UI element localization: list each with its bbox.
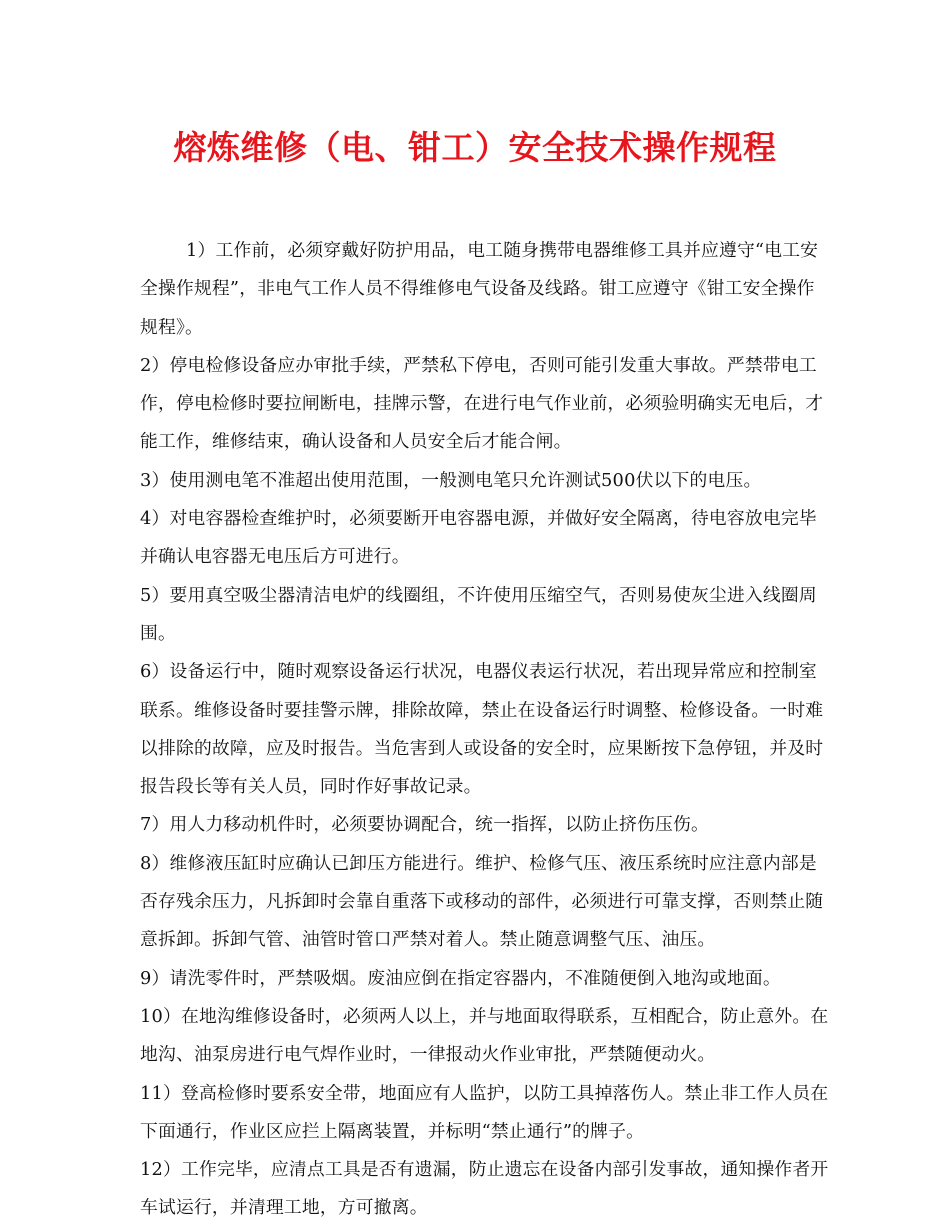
paragraph-5: 5）要用真空吸尘器清洁电炉的线圈组，不许使用压缩空气，否则易使灰尘进入线圈周围。 (140, 584, 817, 644)
paragraph-10: 10）在地沟维修设备时，必须两人以上，并与地面取得联系，互相配合，防止意外。在地沟、油泵房进行电气焊作业时，一律报动火作业审批，严禁随便动火。 (140, 1005, 829, 1066)
paragraph-8: 8）维修液压缸时应确认已卸压方能进行。维护、检修气压、液压系统时应注意内部是否存残余压力，凡拆卸时会靠自重落下或移动的部件，必须进行可靠支撑，否则禁止随意拆卸。拆卸气管、油管时管口严禁对着人。禁止随意调整气压、油压。 (140, 852, 824, 951)
paragraph-4: 4）对电容器检查维护时，必须要断开电容器电源，并做好安全隔离，待电容放电完毕并确认电容器无电压后方可进行。 (140, 508, 817, 568)
paragraph-3: 3）使用测电笔不准超出使用范围，一般测电笔只允许测试500伏以下的电压。 (140, 469, 762, 491)
document-body (140, 232, 830, 1228)
paragraph-7: 7）用人力移动机件时，必须要协调配合，统一指挥，以防止挤伤压伤。 (140, 814, 709, 836)
paragraph-9: 9）请洗零件时，严禁吸烟。废油应倒在指定容器内，不准随便倒入地沟或地面。 (140, 967, 781, 989)
paragraph-11: 11）登高检修时要系安全带，地面应有人监护，以防工具掉落伤人。禁止非工作人员在下面通行，作业区应拦上隔离装置，并标明“禁止通行”的牌子。 (140, 1082, 829, 1142)
paragraph-1: 1）工作前，必须穿戴好防护用品，电工随身携带电器维修工具并应遵守“电工安全操作规程”，非电气工作人员不得维修电气设备及线路。钳工应遵守《钳工安全操作规程》。 (140, 240, 819, 338)
paragraph-12: 12）工作完毕，应清点工具是否有遗漏，防止遗忘在设备内部引发事故，通知操作者开车试运行，并清理工地，方可撤离。 (140, 1159, 829, 1219)
paragraph-6: 6）设备运行中，随时观察设备运行状况，电器仪表运行状况，若出现异常应和控制室联系。维修设备时要挂警示牌，排除故障，禁止在设备运行时调整、检修设备。一时难以排除的故障，应及时报告。当危害到人或设备的安全时，应果断按下急停钮，并及时报告段长等有关人员，同时作好事故记录。 (140, 661, 824, 798)
document-title: 熔炼维修（电、钳工）安全技术操作规程 (173, 128, 777, 167)
paragraph-2: 2）停电检修设备应办审批手续，严禁私下停电，否则可能引发重大事故。严禁带电工作，停电检修时要拉闸断电，挂牌示警，在进行电气作业前，必须验明确实无电后，才能工作，维修结束，确认设备和人员安全后才能合闸。 (140, 354, 824, 453)
